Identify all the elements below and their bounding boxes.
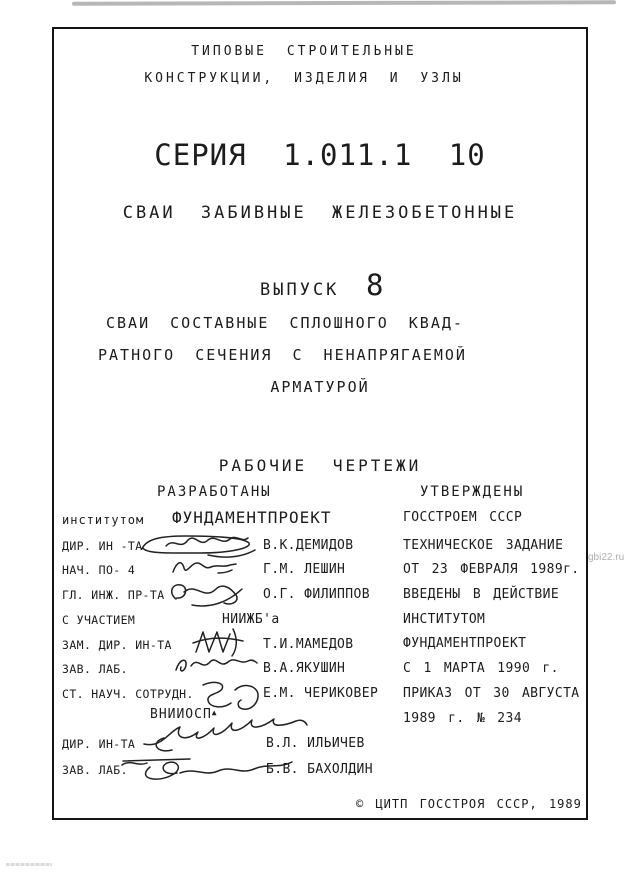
vniiosp-mark: ▲ bbox=[211, 708, 218, 717]
dev-row-name: Е.М. ЧЕРИКОВЕР bbox=[263, 686, 379, 701]
developed-header: РАЗРАБОТАНЫ bbox=[157, 484, 272, 500]
copyright-line: © ЦИТП ГОССТРОЯ СССР, 1989 bbox=[356, 797, 582, 811]
vniiosp-label: ВНИИОСП bbox=[150, 707, 212, 722]
scan-artifact-corner bbox=[6, 863, 52, 866]
dev-row-name: В.А.ЯКУШИН bbox=[263, 661, 346, 676]
dev-row-name: В.К.ДЕМИДОВ bbox=[263, 538, 354, 553]
site-watermark: gbi22.ru bbox=[588, 552, 624, 563]
approved-line: ТЕХНИЧЕСКОЕ ЗАДАНИЕ bbox=[403, 538, 564, 553]
scan-artifact-top bbox=[72, 0, 616, 5]
signature-filippov bbox=[162, 579, 246, 609]
dev-row-label: С УЧАСТИЕМ bbox=[62, 613, 136, 627]
signature-bakholdin bbox=[120, 748, 296, 782]
dev-row-label: ЗАМ. ДИР. ИН-ТА bbox=[62, 638, 172, 652]
approved-header: УТВЕРЖДЕНЫ bbox=[420, 484, 525, 500]
approved-line: С 1 МАРТА 1990 г. bbox=[403, 661, 559, 676]
main-title: СВАИ ЗАБИВНЫЕ ЖЕЛЕЗОБЕТОННЫЕ bbox=[122, 203, 518, 223]
dev-row-name: В.Л. ИЛЬИЧЕВ bbox=[266, 736, 365, 751]
dev-row-label: СТ. НАУЧ. СОТРУДН. bbox=[62, 687, 194, 701]
subtitle-line-1: СВАИ СОСТАВНЫЕ СПЛОШНОГО КВАД- bbox=[106, 314, 464, 332]
header-line-2: КОНСТРУКЦИИ, ИЗДЕЛИЯ И УЗЛЫ bbox=[144, 71, 464, 86]
approved-line: ИНСТИТУТОМ bbox=[403, 612, 486, 627]
signature-yakushin bbox=[168, 652, 260, 678]
dev-row-label: НАЧ. ПО- 4 bbox=[62, 563, 136, 577]
issue-label: ВЫПУСК bbox=[260, 280, 340, 300]
subtitle-line-3: АРМАТУРОЙ bbox=[270, 378, 370, 396]
approved-line: ГОССТРОЕМ СССР bbox=[403, 510, 523, 525]
approved-line: 1989 г. № 234 bbox=[403, 711, 522, 726]
dev-row-label: ЗАВ. ЛАБ. bbox=[62, 662, 128, 676]
institute-prefix: институтом bbox=[62, 513, 145, 527]
subtitle-line-2: РАТНОГО СЕЧЕНИЯ С НЕНАПРЯГАЕМОЙ bbox=[98, 346, 467, 364]
approved-line: ВВЕДЕНЫ В ДЕЙСТВИЕ bbox=[403, 587, 560, 602]
drawings-title: РАБОЧИЕ ЧЕРТЕЖИ bbox=[218, 456, 422, 475]
institute-name: ФУНДАМЕНТПРОЕКТ bbox=[172, 508, 332, 527]
dev-row-name: Б.В. БАХОЛДИН bbox=[266, 762, 373, 777]
dev-row-label: ГЛ. ИНЖ. ПР-ТА bbox=[62, 588, 165, 602]
approved-line: ОТ 23 ФЕВРАЛЯ 1989г. bbox=[403, 562, 580, 577]
dev-row-label: ДИР. ИН -ТА bbox=[62, 539, 143, 553]
dev-row-name: НИИЖБ'а bbox=[222, 612, 280, 627]
dev-row-label: ЗАВ. ЛАБ. bbox=[62, 763, 128, 777]
dev-row-name: Г.М. ЛЕШИН bbox=[263, 562, 346, 577]
signature-leshin bbox=[168, 556, 240, 578]
dev-row-label: ДИР. ИН-ТА bbox=[62, 737, 136, 751]
header-line-1: ТИПОВЫЕ СТРОИТЕЛЬНЫЕ bbox=[191, 44, 417, 59]
approved-line: ПРИКАЗ ОТ 30 АВГУСТА bbox=[403, 686, 580, 701]
approved-line: ФУНДАМЕНТПРОЕКТ bbox=[403, 636, 527, 651]
series-title bbox=[52, 138, 588, 172]
signature-cherikover bbox=[193, 678, 265, 714]
series-number: 1.011.1 10 bbox=[283, 138, 486, 172]
series-label: СЕРИЯ bbox=[154, 138, 247, 172]
issue-number: 8 bbox=[366, 268, 384, 302]
dev-row-name: Т.И.МАМЕДОВ bbox=[263, 637, 354, 652]
dev-row-name: О.Г. ФИЛИППОВ bbox=[263, 587, 370, 602]
